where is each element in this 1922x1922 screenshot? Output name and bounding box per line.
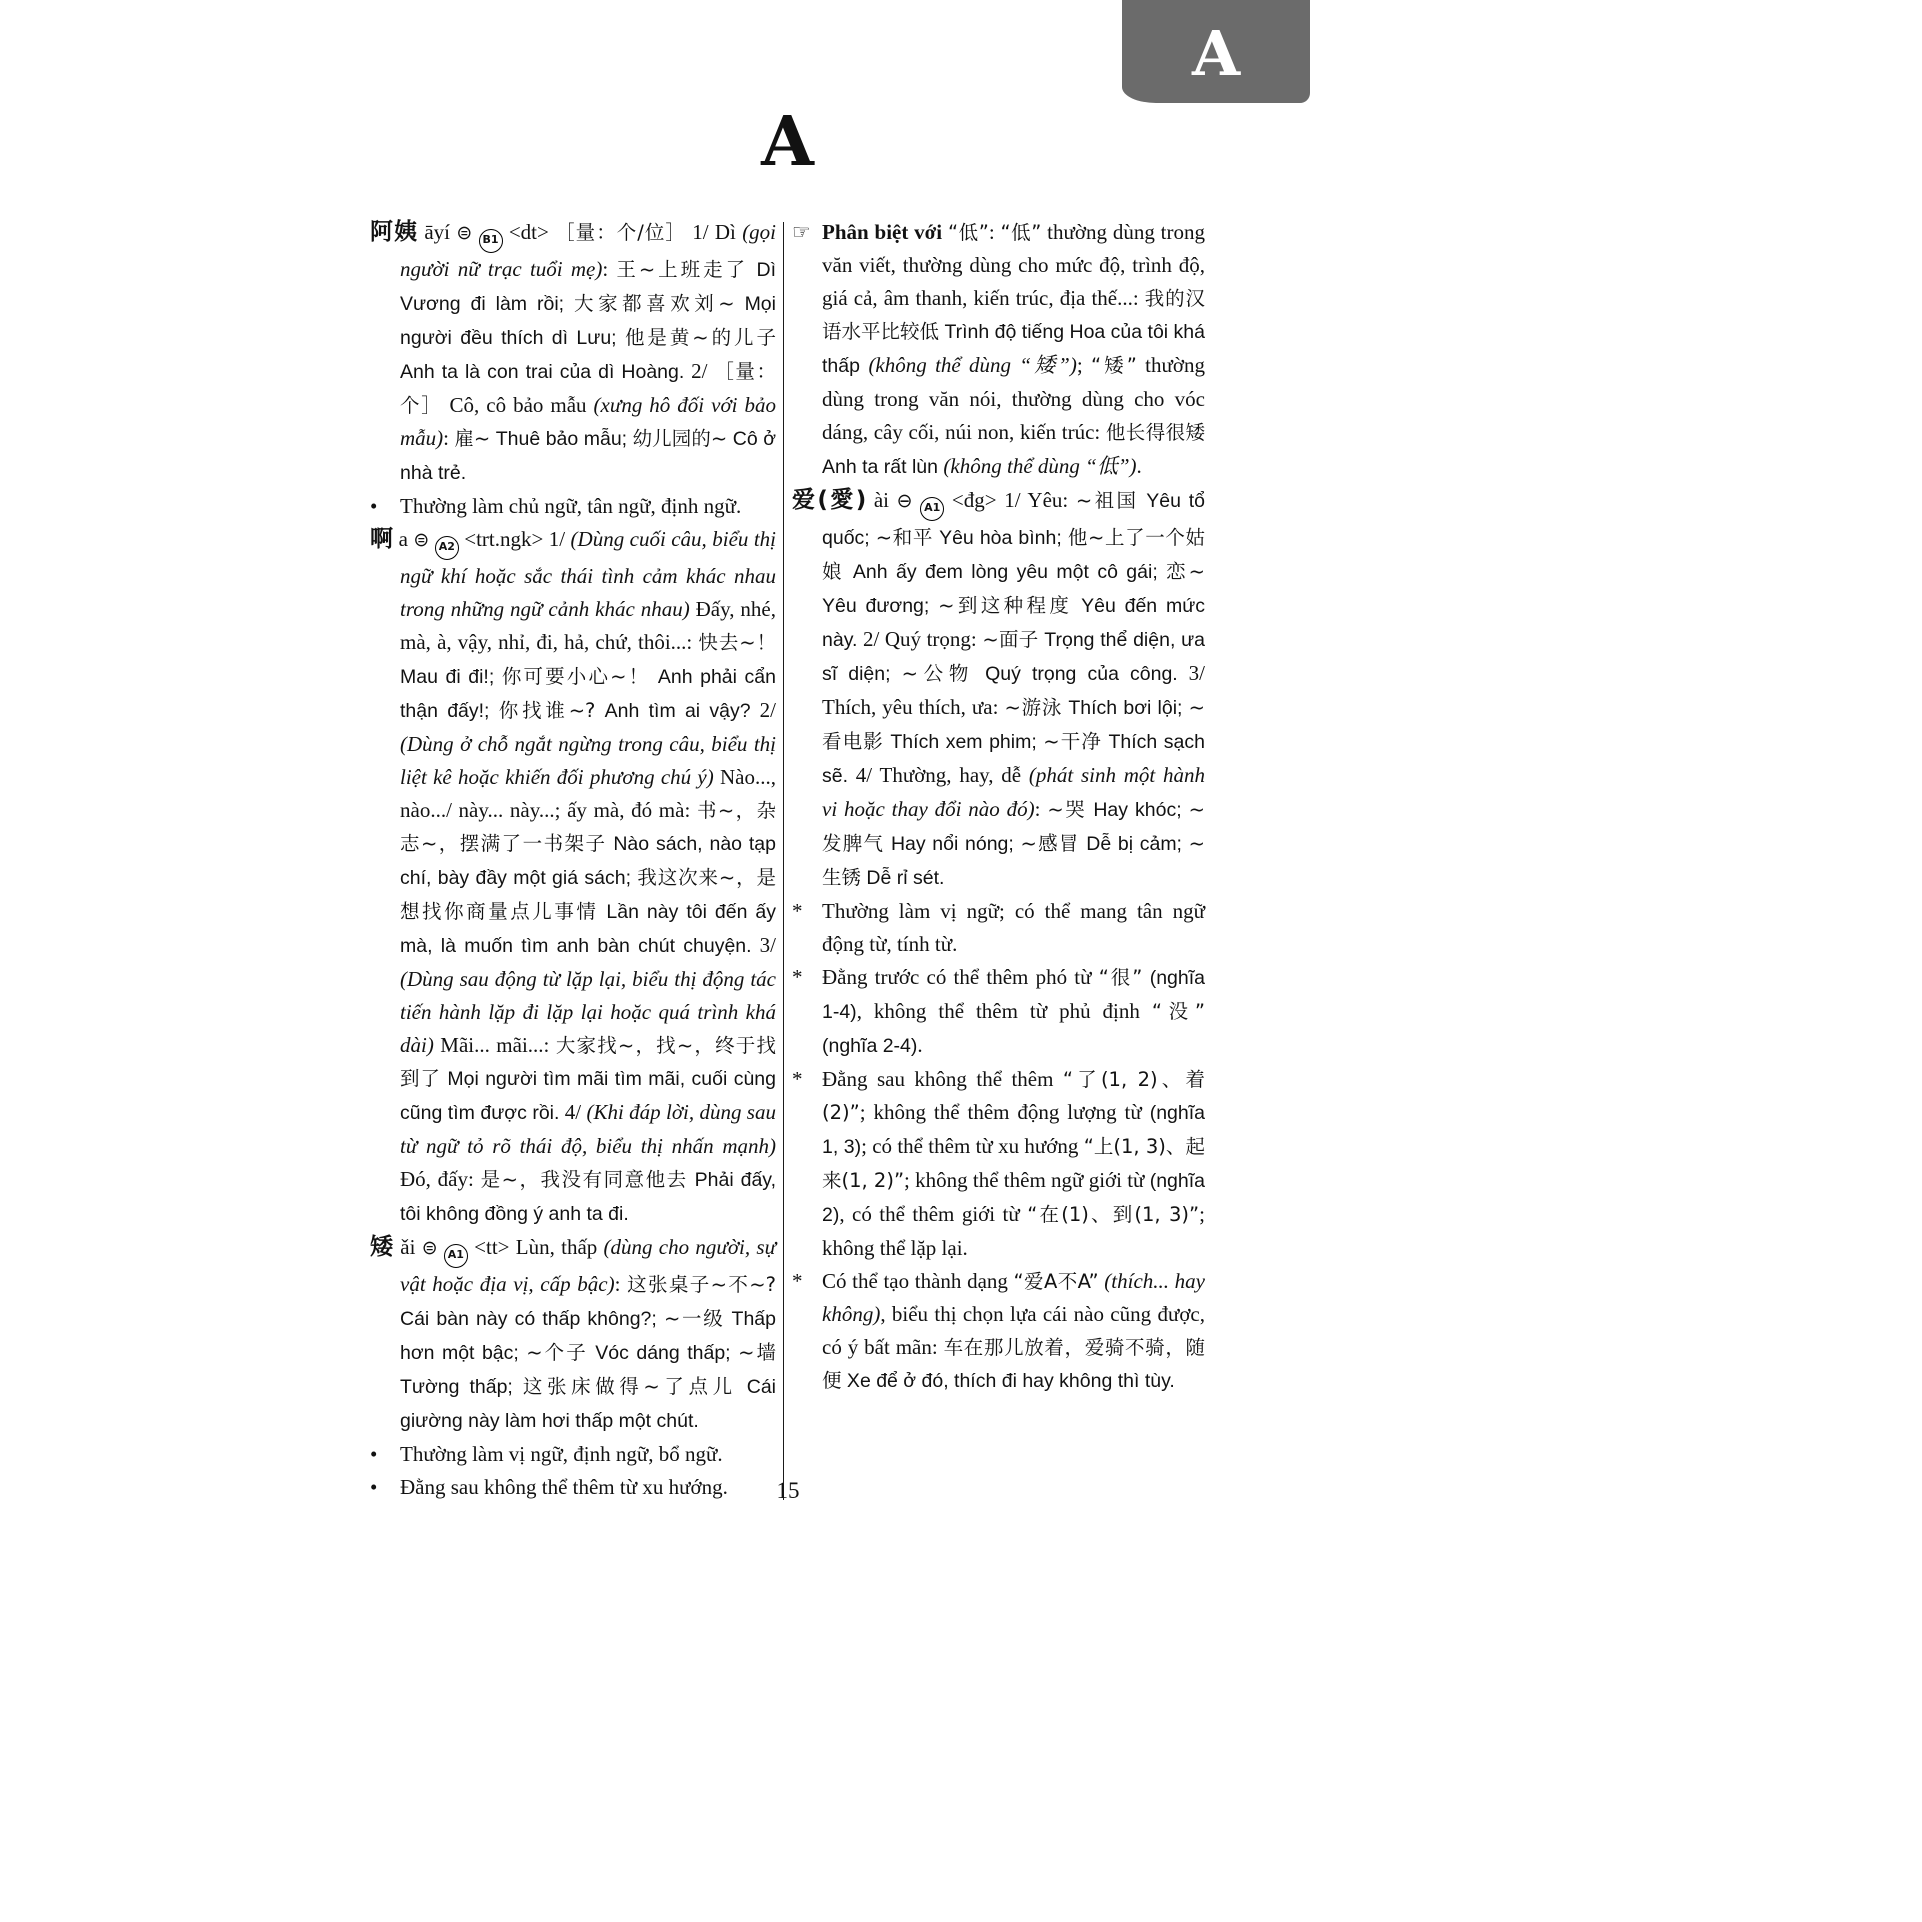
tone-symbol: ⊜ [421, 1237, 438, 1259]
vietnamese-gloss: (nghĩa 1, 3) [822, 1102, 1205, 1158]
text-segment: 1/ [548, 527, 571, 551]
italic-note: (thích... hay không) [822, 1269, 1205, 1326]
text-segment: . [917, 1033, 923, 1057]
chinese-text: ~看电影 [822, 696, 1205, 753]
italic-note: (Dùng cuối câu, biểu thị ngữ khí hoặc sắc thái tình cảm khác nhau trong những ngữ cảnh khác nhau) [400, 527, 777, 621]
tone-symbol: ⊜ [413, 529, 430, 551]
chinese-text: “没” [1151, 1000, 1205, 1023]
level-badge: A2 [435, 536, 459, 560]
text-segment: ; không thể lặp lại. [822, 1202, 1205, 1260]
chinese-text: 这张桌子~不~? [627, 1273, 776, 1296]
text-segment: Lùn, thấp [515, 1235, 604, 1259]
chinese-text: 他长得很矮 [1105, 421, 1205, 444]
vietnamese-gloss: Mọi người tìm mãi tìm mãi, cuối cùng cũng tìm được rồi. [400, 1068, 776, 1124]
text-segment [429, 527, 434, 551]
chinese-text: 你可要小心~！ [501, 665, 651, 688]
text-segment: 1/ Dì [685, 220, 743, 244]
dictionary-entry [792, 484, 1205, 895]
text-segment: 4/ Thường, hay, dễ [848, 763, 1029, 787]
vietnamese-gloss: Trọng thể diện, ưa sĩ diện; [822, 629, 1205, 685]
vietnamese-gloss: Cái giường này làm hơi thấp một chút. [400, 1376, 776, 1432]
chinese-text: 雇~ [454, 427, 491, 450]
chinese-text: 书~，杂志~，摆满了一书架子 [400, 799, 777, 855]
comparison-note [792, 216, 1205, 484]
pos-tag: <đg> [944, 488, 1005, 512]
vietnamese-gloss: Tường thấp; [400, 1376, 523, 1398]
headword: 爱(愛) [792, 487, 867, 513]
vietnamese-gloss: Thấp hơn một bậc; [400, 1308, 776, 1364]
grammar-note [792, 1063, 1205, 1265]
dictionary-entry [370, 523, 776, 1231]
chinese-text: “爱A不A” [1013, 1270, 1099, 1293]
section-heading: A [761, 102, 815, 182]
vietnamese-gloss: Anh ta là con trai của dì Hoàng. [400, 361, 685, 383]
vietnamese-gloss: Xe để ở đó, thích đi hay không thì tùy. [841, 1370, 1175, 1392]
text-segment: 2/ Quý trọng: [857, 627, 983, 651]
vietnamese-gloss: Hay khóc; [1086, 799, 1189, 821]
tone-symbol: ⊜ [456, 222, 473, 244]
text-segment: . [1136, 454, 1142, 478]
chinese-text: 我的汉语水平比较低 [822, 287, 1205, 343]
grammar-note [792, 961, 1205, 1063]
paragraph-marker: * [792, 965, 803, 989]
text-segment: 1/ Yêu: [1004, 488, 1076, 512]
chinese-text: 恋~ [1166, 560, 1205, 583]
text-segment: thường dùng trong văn viết, thường dùng cho mức độ, trình độ, giá cả, âm thanh, kiến trúc, địa thế...: [822, 220, 1205, 310]
text-segment: Đằng trước có thể thêm phó từ [822, 965, 1099, 989]
text-segment: , có thể thêm giới từ [839, 1202, 1028, 1226]
chinese-text: 王~上班走了 [616, 258, 749, 281]
corner-tab [1122, 0, 1310, 103]
left-column [370, 216, 776, 1504]
text-segment: Mãi... mãi...: [433, 1033, 556, 1057]
vietnamese-gloss: Cô ở nhà trẻ. [400, 428, 776, 484]
chinese-text: 他是黄~的儿子 [624, 326, 777, 349]
headword: 矮 [370, 1234, 395, 1260]
chinese-text: ~游泳 [1004, 696, 1063, 719]
vietnamese-gloss: Anh phải cẩn thận đấy!; [400, 666, 776, 722]
italic-note: (Dùng ở chỗ ngắt ngừng trong câu, biểu thị liệt kê hoặc khiến đối phương chú ý) [400, 732, 776, 789]
vietnamese-gloss: Mọi người đều thích dì Lưu; [400, 293, 776, 349]
chinese-text: “了(1, 2)、着(2)” [822, 1068, 1205, 1124]
vietnamese-gloss: (nghĩa 2) [822, 1170, 1205, 1226]
vietnamese-gloss: Yêu tổ quốc; [822, 490, 1206, 549]
chinese-text: 大家找~，找~，终于找到了 [400, 1034, 776, 1090]
italic-note: (Dùng sau động từ lặp lại, biểu thị động tác tiến hành lặp đi lặp lại hoặc quá trình khá dài) [400, 967, 776, 1057]
text-segment: ; [1076, 353, 1091, 377]
text-segment: : [602, 257, 617, 281]
text-segment: ; không thể thêm động lượng từ [859, 1100, 1150, 1124]
vietnamese-gloss: Anh ấy đem lòng yêu một cô gái; [844, 561, 1167, 583]
level-badge: A1 [920, 497, 944, 521]
dictionary-entry [370, 1231, 776, 1438]
headword: 阿姨 [370, 219, 419, 245]
chinese-text: ~一级 [663, 1307, 725, 1330]
text-segment: ; không thể thêm ngữ giới từ [904, 1168, 1150, 1192]
vietnamese-gloss: Yêu hòa bình; [933, 527, 1068, 549]
text-segment: 2/ [684, 359, 715, 383]
pos-tag: <dt> [502, 220, 556, 244]
text-segment: Có thể tạo thành dạng [822, 1269, 1014, 1293]
text-segment: Đấy, nhé, mà, à, vậy, nhỉ, đi, hả, chứ, thôi...: [400, 597, 776, 654]
chinese-text: 快去~！ [698, 631, 776, 654]
chinese-text: ~个子 [526, 1341, 588, 1364]
text-segment: : [614, 1272, 628, 1296]
text-segment: : [988, 220, 1001, 244]
chinese-text: ［量：个/位］ [555, 221, 686, 244]
vietnamese-gloss: Phải đấy, tôi không đồng ý anh ta đi. [400, 1169, 777, 1225]
corner-tab-letter: A [1191, 16, 1241, 90]
vietnamese-gloss: Quý trọng của công. [974, 663, 1178, 685]
usage-note [370, 490, 776, 523]
column-divider [783, 222, 784, 1500]
chinese-text: “低” [1000, 221, 1042, 244]
vietnamese-gloss: (nghĩa 2-4) [822, 1035, 918, 1057]
text-segment: Thường làm chủ ngữ, tân ngữ, định ngữ. [400, 494, 742, 518]
chinese-text: 你找谁~? [498, 699, 596, 722]
usage-note [370, 1438, 776, 1471]
pinyin: a [393, 527, 414, 551]
vietnamese-gloss: Cái bàn này có thấp không?; [400, 1308, 664, 1330]
italic-note: (dùng cho người, sự vật hoặc địa vị, cấp bậc) [400, 1235, 777, 1296]
paragraph-marker: ☞ [792, 220, 811, 244]
vietnamese-gloss: Dễ bị cảm; [1079, 833, 1189, 855]
paragraph-marker: * [792, 899, 803, 923]
text-segment: Thường làm vị ngữ, định ngữ, bổ ngữ. [400, 1442, 723, 1466]
vietnamese-gloss: Thích sạch sẽ. [822, 731, 1205, 787]
text-segment: 3/ Thích, yêu thích, ưa: [822, 661, 1205, 719]
grammar-note [792, 895, 1205, 961]
chinese-text: 幼儿园的~ [632, 427, 728, 450]
dictionary-entry [370, 216, 776, 490]
text-segment: 3/ [751, 933, 776, 957]
vietnamese-gloss: Dễ rỉ sét. [861, 867, 945, 889]
pinyin: āyí [418, 220, 457, 244]
page-number: 15 [776, 1478, 800, 1503]
pinyin: ài [866, 488, 897, 512]
text-segment: , biểu thị chọn lựa cái nào cũng được, có ý bất mãn: [822, 1302, 1205, 1359]
text-segment: 2/ [750, 698, 776, 722]
vietnamese-gloss: Thuê bảo mẫu; [490, 428, 633, 450]
vietnamese-gloss: Trình độ tiếng Hoa của tôi khá thấp [822, 321, 1205, 377]
chinese-text: 他~上了一个姑娘 [822, 526, 1205, 583]
bold-text: Phân biệt với [822, 220, 948, 244]
text-segment: thường dùng trong văn nói, thường dùng cho vóc dáng, cây cối, núi non, kiến trúc: [822, 353, 1205, 444]
text-segment: Nào..., nào.../ này... này...; ấy mà, đó mà: [400, 765, 776, 822]
chinese-text: ~面子 [982, 628, 1039, 651]
text-segment [472, 220, 478, 244]
pos-tag: <trt.ngk> [458, 527, 549, 551]
vietnamese-gloss: Nào sách, nào tạp chí, bày đầy một giá sách; [400, 833, 776, 889]
chinese-text: 大家都喜欢刘~ [574, 292, 735, 315]
chinese-text: “很” [1098, 966, 1143, 989]
content-columns [370, 216, 1206, 1504]
chinese-text: ~公物 [901, 662, 974, 685]
vietnamese-gloss: Thích xem phim; [883, 731, 1044, 753]
tone-symbol: ⊖ [896, 490, 913, 512]
chinese-text: ~生锈 [822, 832, 1205, 889]
chinese-text: 这张床做得~了点儿 [522, 1375, 737, 1398]
chinese-text: ~和平 [875, 526, 934, 549]
chinese-text: “低” [947, 221, 989, 244]
vietnamese-gloss: Dì Vương đi làm rồi; [400, 259, 776, 315]
vietnamese-gloss: Mau đi đi!; [400, 666, 502, 688]
italic-note: (gọi người nữ trạc tuổi mẹ) [400, 220, 777, 281]
text-segment: Đằng sau không thể thêm [822, 1067, 1063, 1091]
vietnamese-gloss: (nghĩa 1-4) [822, 967, 1205, 1023]
chinese-text: 是~，我没有同意他去 [480, 1168, 688, 1191]
text-segment: , không thể thêm từ phủ định [856, 999, 1152, 1023]
italic-note: (phát sinh một hành vi hoặc thay đổi nào đó) [822, 763, 1205, 821]
chinese-text: “矮” [1091, 354, 1137, 377]
chinese-text: 我这次来~，是想找你商量点儿事情 [400, 866, 777, 923]
chinese-text: ~到这种程度 [938, 594, 1073, 617]
right-column [792, 216, 1205, 1504]
paragraph-marker: • [370, 1475, 378, 1499]
paragraph-marker: • [370, 494, 378, 518]
text-segment: Cô, cô bảo mẫu [442, 393, 594, 417]
grammar-note [792, 1265, 1205, 1398]
pinyin: ǎi [394, 1235, 422, 1259]
vietnamese-gloss: Anh ta rất lùn [822, 456, 944, 478]
chinese-text: ~墙 [738, 1341, 776, 1364]
chinese-text: ~感冒 [1020, 832, 1080, 855]
text-segment [438, 1235, 444, 1259]
chinese-text: ~干净 [1043, 730, 1102, 753]
text-segment [913, 488, 921, 512]
vietnamese-gloss: Thích bơi lội; [1062, 697, 1189, 719]
text-segment: ; có thể thêm từ xu hướng [861, 1134, 1084, 1158]
headword: 啊 [370, 526, 394, 552]
vietnamese-gloss: Lần này tôi đến ấy mà, là muốn tìm anh bàn chút chuyện. [400, 901, 776, 957]
chinese-text: “在(1)、到(1, 3)” [1027, 1203, 1200, 1226]
level-badge: A1 [444, 1244, 468, 1268]
text-segment: : [1034, 797, 1048, 821]
vietnamese-gloss: Yêu đến mức này. [822, 595, 1205, 651]
level-badge: B1 [479, 229, 503, 253]
text-segment: Thường làm vị ngữ; có thể mang tân ngữ động từ, tính từ. [822, 899, 1205, 956]
chinese-text: ［量：个］ [400, 360, 776, 417]
chinese-text: 车在那儿放着，爱骑不骑，随便 [822, 1336, 1205, 1392]
chinese-text: ~发脾气 [822, 798, 1205, 855]
vietnamese-gloss: Anh tìm ai vậy? [595, 700, 751, 722]
vietnamese-gloss: Yêu đương; [822, 595, 939, 617]
italic-note: (Khi đáp lời, dùng sau từ ngữ tỏ rõ thái độ, biểu thị nhấn mạnh) [400, 1100, 776, 1158]
paragraph-marker: • [370, 1442, 378, 1466]
pos-tag: <tt> [467, 1235, 516, 1259]
chinese-text: ~祖国 [1075, 489, 1139, 512]
paragraph-marker: * [792, 1067, 803, 1091]
vietnamese-gloss: Vóc dáng thấp; [587, 1342, 739, 1364]
vietnamese-gloss: Hay nổi nóng; [884, 833, 1021, 855]
text-segment: : [443, 426, 455, 450]
text-segment: Đó, đấy: [400, 1167, 481, 1191]
italic-note: (xưng hô đối với bảo mẫu) [400, 393, 776, 450]
text-segment: 4/ [559, 1100, 587, 1124]
italic-note: (không thể dùng “低”) [943, 454, 1137, 478]
text-segment: Đằng sau không thể thêm từ xu hướng. [400, 1475, 728, 1499]
paragraph-marker: * [792, 1269, 803, 1293]
italic-note: (không thể dùng “矮”) [868, 353, 1077, 377]
chinese-text: “上(1, 3)、起来(1, 2)” [822, 1135, 1205, 1192]
chinese-text: ~哭 [1047, 798, 1087, 821]
